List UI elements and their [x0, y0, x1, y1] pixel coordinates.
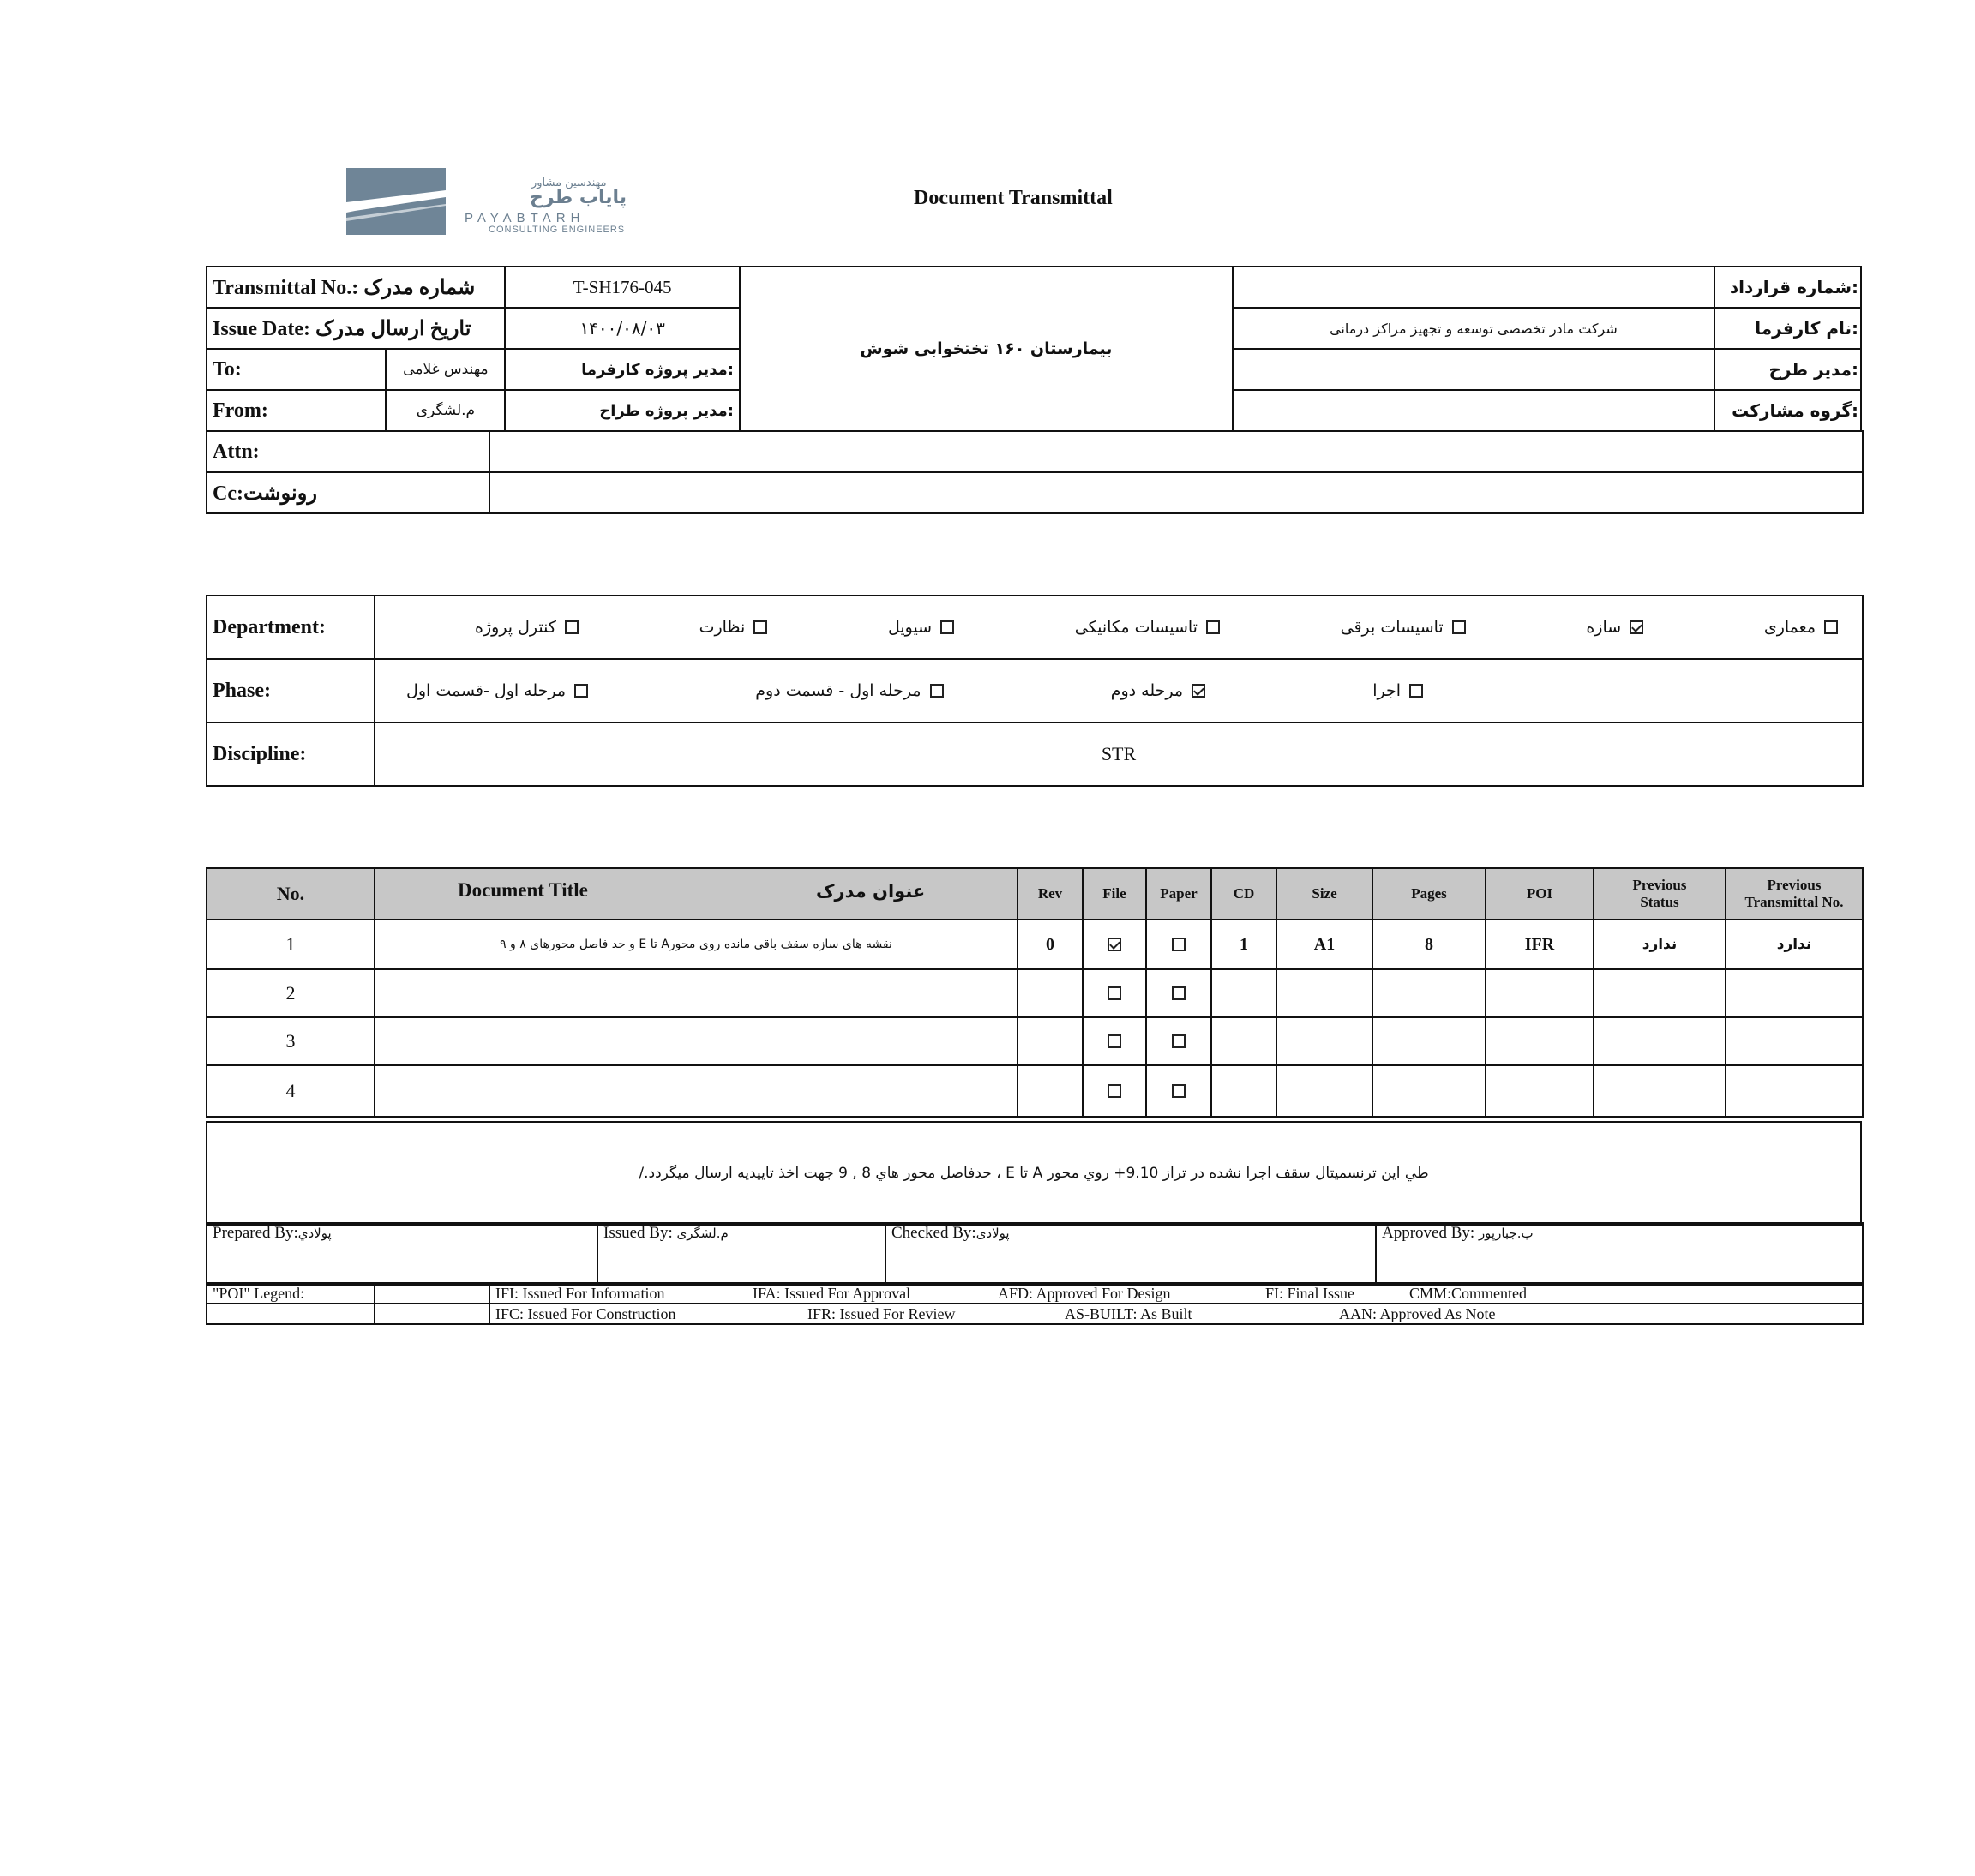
logo-latin-sub: CONSULTING ENGINEERS [489, 225, 626, 235]
phase-option[interactable]: اجرا [1372, 681, 1428, 700]
department-option[interactable]: تاسیسات برقی [1341, 618, 1471, 637]
checkbox-icon[interactable] [1172, 986, 1186, 1000]
phase-option[interactable]: مرحله اول - قسمت دوم [755, 681, 948, 700]
cell-pages: 8 [1372, 920, 1486, 969]
checkbox-icon[interactable] [930, 684, 944, 698]
project-name: بیمارستان ۱۶۰ تختخوابی شوش [740, 267, 1233, 431]
cell-poi [1486, 969, 1594, 1017]
poi-legend-table [206, 1282, 1864, 1325]
cell-file [1083, 1017, 1146, 1065]
from-role: مدیر پروژه طراح: [505, 390, 740, 431]
department-option[interactable]: سیویل [888, 618, 959, 637]
cell-size [1276, 1065, 1372, 1117]
cell-prev-status [1594, 1017, 1726, 1065]
logo-mark-icon [346, 168, 446, 235]
poi-legend-item: AFD: Approved For Design [998, 1285, 1171, 1302]
department-option[interactable]: کنترل پروژه [475, 618, 584, 637]
department-option[interactable]: سازه [1586, 618, 1648, 637]
approved-by: Approved By: ب.جبارپور [1376, 1223, 1863, 1285]
department-label: Department: [207, 596, 375, 659]
cell-prev-transmittal [1726, 1065, 1863, 1117]
logo-persian-small: مهندسین مشاور [531, 177, 607, 189]
to-value: مهندس غلامی [386, 349, 505, 390]
col-file: File [1083, 868, 1146, 920]
from-label: From: [207, 390, 386, 431]
issue-date-label: Issue Date: تاریخ ارسال مدرک [207, 308, 505, 349]
cc-value [489, 472, 1863, 513]
col-size: Size [1276, 868, 1372, 920]
from-value: م.لشگری [386, 390, 505, 431]
cell-title: نقشه های سازه سقف باقی مانده روی محورA تا E و حد فاصل محورهای ۸ و ۹ [375, 920, 1018, 969]
cell-poi [1486, 1065, 1594, 1117]
col-poi: POI [1486, 868, 1594, 920]
cell-cd [1211, 1065, 1276, 1117]
issued-by: Issued By: م.لشگری [597, 1223, 885, 1285]
checkbox-icon[interactable] [1172, 1084, 1186, 1098]
table-row [207, 1065, 1863, 1117]
checkbox-icon[interactable] [1452, 620, 1466, 634]
cell-prev-transmittal: ندارد [1726, 920, 1863, 969]
logo-latin-name: PAYABTARH [465, 211, 585, 225]
table-row [207, 920, 1863, 969]
checkbox-icon[interactable] [753, 620, 767, 634]
cell-rev [1018, 969, 1083, 1017]
checkbox-icon[interactable] [940, 620, 954, 634]
department-options [375, 596, 1863, 659]
col-title-en: Document Title [458, 879, 588, 901]
contract-no-value [1233, 267, 1714, 308]
checkbox-icon[interactable] [1172, 1034, 1186, 1048]
cell-title [375, 969, 1018, 1017]
cell-title [375, 1017, 1018, 1065]
checkbox-icon[interactable] [1206, 620, 1220, 634]
checkbox-icon[interactable] [1172, 938, 1186, 951]
cell-pages [1372, 969, 1486, 1017]
partner-value [1233, 390, 1714, 431]
checkbox-icon[interactable] [574, 684, 588, 698]
poi-legend-item: AAN: Approved As Note [1339, 1305, 1496, 1322]
to-role: مدیر پروژه کارفرما: [505, 349, 740, 390]
page-title: Document Transmittal [914, 187, 1113, 209]
cell-prev-status [1594, 1065, 1726, 1117]
cell-size [1276, 969, 1372, 1017]
department-option[interactable]: معماری [1764, 618, 1843, 637]
checkbox-checked-icon[interactable] [1630, 620, 1643, 634]
cell-size [1276, 1017, 1372, 1065]
note-table [206, 1121, 1862, 1226]
cell-file [1083, 920, 1146, 969]
cell-poi: IFR [1486, 920, 1594, 969]
cell-prev-status: ندارد [1594, 920, 1726, 969]
cell-pages [1372, 1017, 1486, 1065]
poi-legend-label: "POI" Legend: [207, 1283, 375, 1304]
poi-legend-item: IFI: Issued For Information [495, 1285, 665, 1302]
cell-paper [1146, 1065, 1211, 1117]
cell-no: 3 [207, 1017, 375, 1065]
partner-label: گروه مشارکت: [1714, 390, 1861, 431]
documents-table [206, 867, 1864, 1118]
transmittal-info-table [206, 266, 1862, 432]
col-rev: Rev [1018, 868, 1083, 920]
prepared-by: Prepared By:پولادي [207, 1223, 597, 1285]
cell-cd [1211, 1017, 1276, 1065]
contract-no-label: شماره قرارداد: [1714, 267, 1861, 308]
cell-no: 2 [207, 969, 375, 1017]
client-label: نام کارفرما: [1714, 308, 1861, 349]
cell-file [1083, 1065, 1146, 1117]
col-previous-transmittal: Previous Transmittal No. [1726, 868, 1863, 920]
checkbox-icon[interactable] [1108, 1084, 1121, 1098]
cell-prev-transmittal [1726, 1017, 1863, 1065]
cell-prev-status [1594, 969, 1726, 1017]
discipline-label: Discipline: [207, 722, 375, 786]
department-option[interactable]: نظارت [699, 618, 773, 637]
cell-no: 1 [207, 920, 375, 969]
poi-legend-line-1 [489, 1283, 1863, 1304]
cell-poi [1486, 1017, 1594, 1065]
col-no: No. [207, 868, 375, 920]
cell-file [1083, 969, 1146, 1017]
cell-rev [1018, 1065, 1083, 1117]
attn-label: Attn: [207, 431, 489, 472]
poi-legend-item: IFR: Issued For Review [807, 1305, 956, 1322]
cell-pages [1372, 1065, 1486, 1117]
col-title-fa: عنوان مدرک [816, 881, 926, 902]
issue-date-value: ۱۴۰۰/۰۸/۰۳ [505, 308, 740, 349]
checkbox-icon[interactable] [1824, 620, 1838, 634]
discipline-value: STR [375, 722, 1863, 786]
poi-legend-item: AS-BUILT: As Built [1065, 1305, 1192, 1322]
col-paper: Paper [1146, 868, 1211, 920]
col-cd: CD [1211, 868, 1276, 920]
attn-cc-table [206, 430, 1864, 514]
signatures-table [206, 1222, 1864, 1286]
transmittal-note: طي اين ترنسميتال سقف اجرا نشده در تراز 9.10+ روي محور A تا E ، حدفاصل محور هاي 8 , 9 جهت اخذ تاييديه ارسال ميگردد./ [207, 1122, 1861, 1225]
department-option[interactable]: تاسیسات مکانیکی [1075, 618, 1225, 637]
poi-legend-item: IFC: Issued For Construction [495, 1305, 676, 1322]
cell-prev-transmittal [1726, 969, 1863, 1017]
cell-paper [1146, 920, 1211, 969]
cell-rev: 0 [1018, 920, 1083, 969]
checkbox-checked-icon[interactable] [1108, 938, 1121, 951]
cell-cd [1211, 969, 1276, 1017]
col-document-title [375, 868, 1018, 920]
poi-legend-item: IFA: Issued For Approval [753, 1285, 911, 1302]
designer-manager-value [1233, 349, 1714, 390]
checkbox-icon[interactable] [1108, 986, 1121, 1000]
classification-table [206, 595, 1864, 787]
company-logo [346, 168, 663, 238]
cell-size: A1 [1276, 920, 1372, 969]
client-value: شرکت مادر تخصصی توسعه و تجهیز مراکز درمانی [1233, 308, 1714, 349]
logo-persian-name: پایاب طرح [530, 187, 627, 208]
checkbox-icon[interactable] [565, 620, 579, 634]
cell-paper [1146, 969, 1211, 1017]
attn-value [489, 431, 1863, 472]
phase-option[interactable]: مرحله دوم [1111, 681, 1210, 700]
designer-manager-label: مدیر طرح: [1714, 349, 1861, 390]
cell-paper [1146, 1017, 1211, 1065]
checkbox-icon[interactable] [1409, 684, 1423, 698]
cell-no: 4 [207, 1065, 375, 1117]
to-label: To: [207, 349, 386, 390]
cell-rev [1018, 1017, 1083, 1065]
phase-option[interactable]: مرحله اول -قسمت اول [406, 681, 593, 700]
cell-cd: 1 [1211, 920, 1276, 969]
cc-label: Cc:رونوشت [207, 472, 489, 513]
phase-options [375, 659, 1863, 722]
table-row [207, 969, 1863, 1017]
checkbox-checked-icon[interactable] [1192, 684, 1205, 698]
checkbox-icon[interactable] [1108, 1034, 1121, 1048]
col-pages: Pages [1372, 868, 1486, 920]
poi-legend-item: CMM:Commented [1409, 1285, 1528, 1302]
transmittal-no-value: T-SH176-045 [505, 267, 740, 308]
cell-title [375, 1065, 1018, 1117]
poi-legend-line-2 [489, 1304, 1863, 1324]
table-row [207, 1017, 1863, 1065]
poi-legend-item: FI: Final Issue [1265, 1285, 1355, 1302]
phase-label: Phase: [207, 659, 375, 722]
transmittal-no-label: Transmittal No.: شماره مدرک [207, 267, 505, 308]
checked-by: Checked By:پولادی [885, 1223, 1376, 1285]
col-previous-status: Previous Status [1594, 868, 1726, 920]
